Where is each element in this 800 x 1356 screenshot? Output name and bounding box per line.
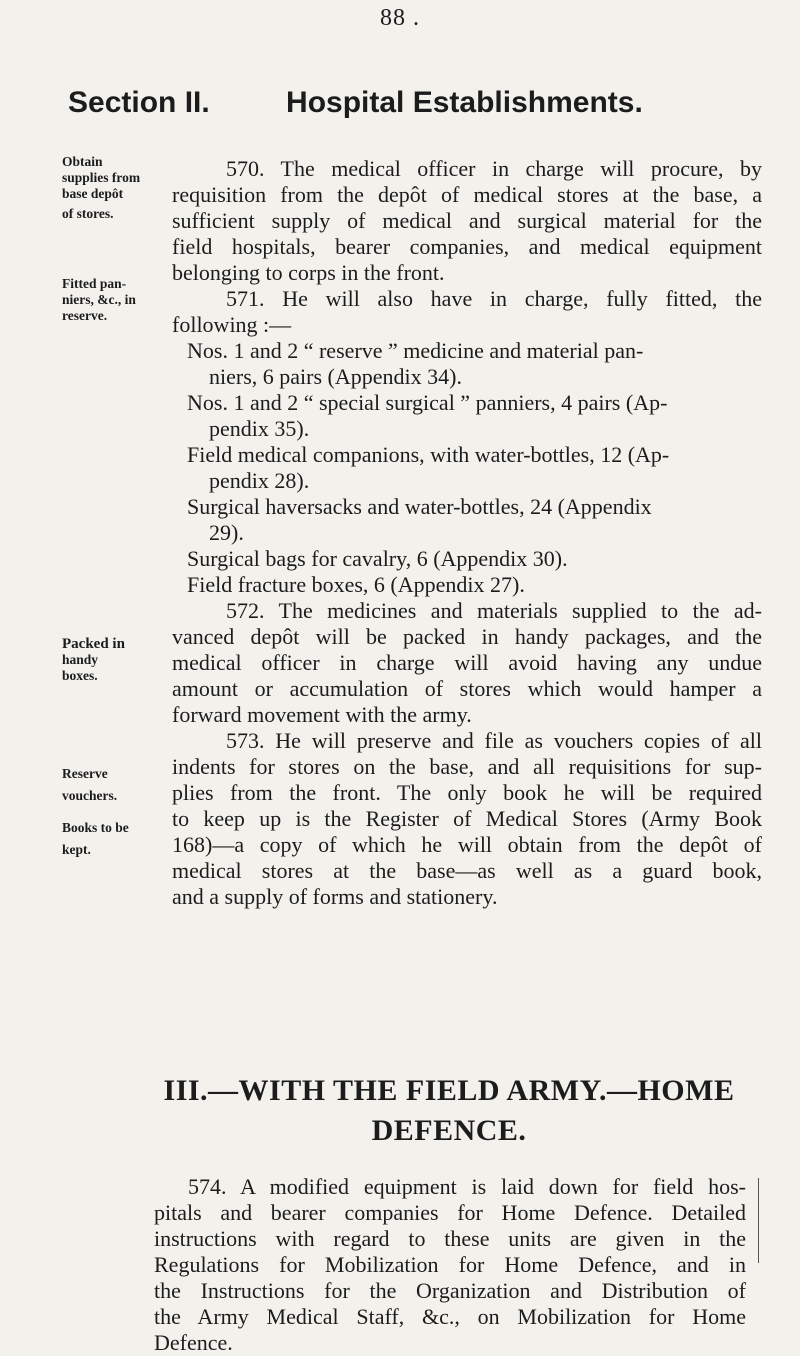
margin-note-line: niers, &c., in — [62, 292, 136, 307]
margin-note-line: Fitted pan- — [62, 276, 127, 291]
list-item: Nos. 1 and 2 “ reserve ” medicine and material pan- — [187, 338, 644, 363]
list-item-continuation: pendix 35). — [209, 416, 310, 441]
margin-note-line: of stores. — [62, 206, 114, 221]
paragraph-line: 571. He will also have in charge, fully fitted, the — [226, 286, 762, 311]
list-item: Surgical haversacks and water-bottles, 24 (Appendix — [187, 494, 652, 519]
page-number: 88 . — [380, 5, 420, 31]
paragraph-573 — [172, 728, 762, 910]
list-item: Surgical bags for cavalry, 6 (Appendix 30). — [187, 546, 568, 571]
paragraph-line: the Army Medical Staff, &c., on Mobilization for Home — [154, 1304, 746, 1329]
paragraph-line: vanced depôt will be packed in handy packages, and the — [172, 624, 762, 649]
header-section: Section II. — [68, 86, 210, 119]
margin-note-line: kept. — [62, 842, 91, 857]
running-header — [68, 86, 760, 120]
margin-note-line: Obtain — [62, 154, 103, 169]
panniers-list — [187, 338, 761, 598]
margin-note-reserve-vouchers — [62, 766, 172, 804]
paragraph-line: instructions with regard to these units are given in the — [154, 1226, 746, 1251]
paragraph-line: following :— — [172, 312, 292, 337]
margin-note-line: reserve. — [62, 308, 108, 323]
margin-note-line: Packed in — [62, 636, 125, 652]
paragraph-line: 570. The medical officer in charge will procure, by — [226, 156, 762, 181]
list-item-continuation: pendix 28). — [209, 468, 310, 493]
paragraph-line: amount or accumulation of stores which would hamper a — [172, 676, 762, 701]
paragraph-line: plies from the front. The only book he will be required — [172, 780, 762, 805]
margin-note-line: vouchers. — [62, 788, 118, 803]
paragraph-line: medical stores at the base—as well as a guard book, — [172, 858, 762, 883]
paragraph-line: forward movement with the army. — [172, 702, 472, 727]
paragraph-line: pitals and bearer companies for Home Defence. Detailed — [154, 1200, 746, 1225]
margin-note-fitted-panniers — [62, 276, 172, 324]
paragraph-line: Defence. — [154, 1330, 233, 1355]
paragraph-line: field hospitals, bearer companies, and medical equipment — [172, 234, 762, 259]
margin-note-packed-handy-boxes — [62, 636, 172, 684]
paragraph-line: and a supply of forms and stationery. — [172, 884, 498, 909]
paragraph-line: Regulations for Mobilization for Home Defence, and in — [154, 1252, 746, 1277]
paragraph-570 — [172, 156, 762, 286]
margin-note-line: base depôt — [62, 186, 124, 201]
paragraph-line: 572. The medicines and materials supplied to the ad- — [226, 598, 762, 623]
paragraph-574 — [154, 1174, 746, 1356]
list-item: Field medical companions, with water-bottles, 12 (Ap- — [187, 442, 670, 467]
margin-note-obtain-supplies — [62, 154, 172, 222]
margin-note-line: supplies from — [62, 170, 141, 185]
list-item: Field fracture boxes, 6 (Appendix 27). — [187, 572, 525, 597]
paragraph-line: 573. He will preserve and file as vouchers copies of all — [226, 728, 762, 753]
list-item: Nos. 1 and 2 “ special surgical ” panniers, 4 pairs (Ap- — [187, 390, 668, 415]
margin-note-line: boxes. — [62, 668, 98, 683]
paragraph-line: sufficient supply of medical and surgical material for the — [172, 208, 762, 233]
paragraph-line: belonging to corps in the front. — [172, 260, 445, 285]
paragraph-571 — [172, 286, 762, 338]
paragraph-line: 168)—a copy of which he will obtain from the depôt of — [172, 832, 762, 857]
paragraph-line: to keep up is the Register of Medical Stores (Army Book — [172, 806, 762, 831]
margin-note-books-kept — [62, 820, 172, 858]
paragraph-line: medical officer in charge will avoid having any undue — [172, 650, 762, 675]
header-title: Hospital Establishments. — [286, 86, 643, 119]
paragraph-572 — [172, 598, 762, 728]
margin-note-line: Reserve — [62, 766, 108, 781]
section-iii-heading — [154, 1074, 744, 1148]
paragraph-line: indents for stores on the base, and all requisitions for sup- — [172, 754, 762, 779]
section-iii-heading-line: DEFENCE. — [371, 1114, 527, 1147]
paragraph-line: the Instructions for the Organization and Distribution of — [154, 1278, 746, 1303]
margin-note-line: handy — [62, 652, 99, 667]
paragraph-line: 574. A modified equipment is laid down for field hos- — [188, 1174, 746, 1199]
margin-note-line: Books to be — [62, 820, 129, 835]
list-item-continuation: 29). — [209, 520, 244, 545]
paragraph-line: requisition from the depôt of medical stores at the base, a — [172, 182, 762, 207]
list-item-continuation: niers, 6 pairs (Appendix 34). — [209, 364, 462, 389]
section-iii-heading-line: III.—WITH THE FIELD ARMY.—HOME — [163, 1074, 735, 1107]
page-edge-rule — [758, 1178, 759, 1263]
